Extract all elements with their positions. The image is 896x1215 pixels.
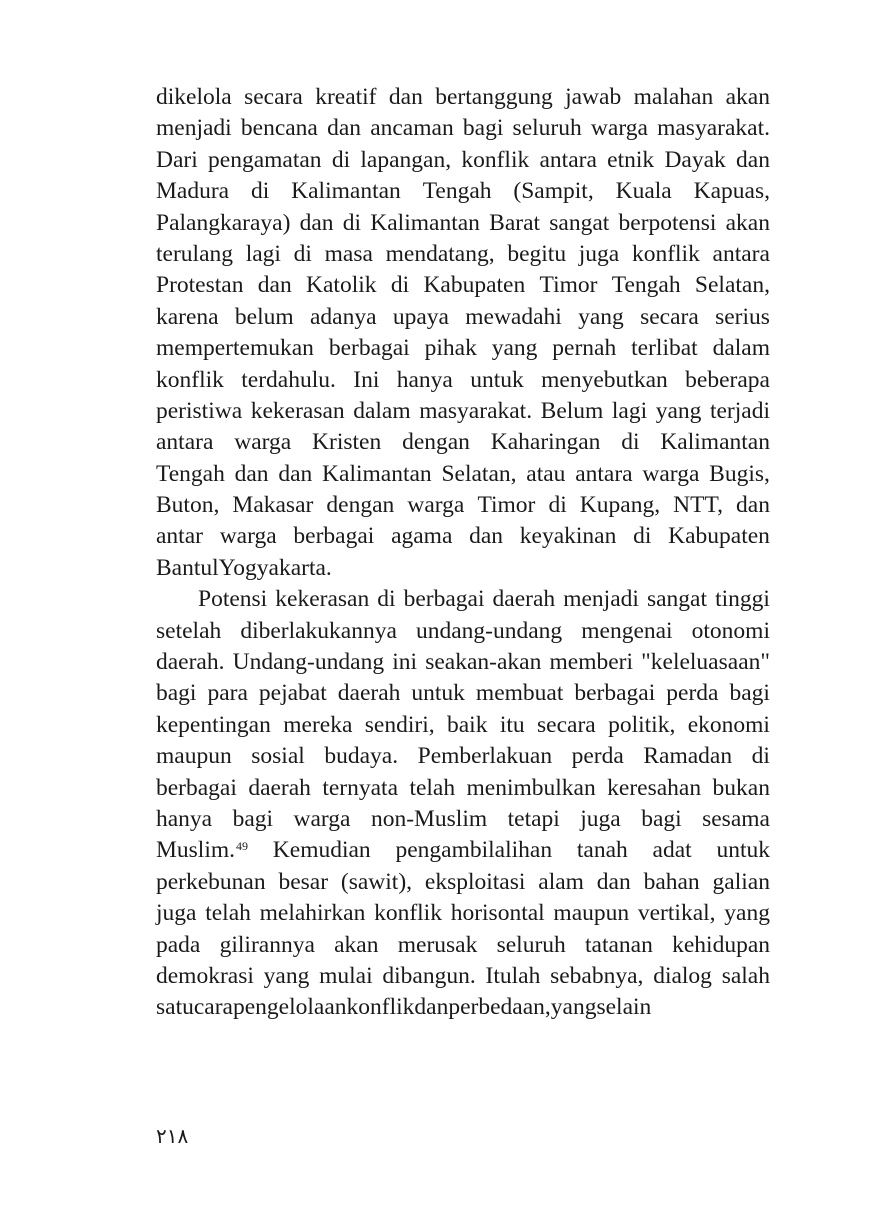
word: dan — [327, 115, 361, 142]
word: dan — [736, 146, 770, 173]
word: perkebunan — [156, 868, 266, 895]
word: sesama — [702, 805, 770, 832]
word: konflik — [156, 366, 224, 393]
word: perda — [666, 680, 719, 707]
word: lagi — [611, 397, 648, 424]
word: di — [331, 146, 351, 173]
word: Madura — [156, 178, 230, 205]
word: konflik — [346, 994, 415, 1021]
word: Kapuas, — [693, 178, 770, 205]
word: merusak — [397, 931, 478, 958]
word: untuk — [470, 366, 524, 393]
text-line — [156, 208, 770, 239]
word: serius — [715, 303, 770, 330]
footnote-reference[interactable]: 49 — [236, 839, 249, 854]
word: bukan — [712, 774, 770, 801]
word: etnik — [607, 146, 655, 173]
word: yang — [491, 335, 538, 362]
word: peristiwa — [156, 397, 243, 424]
word: terulang — [156, 240, 233, 267]
word: budaya. — [324, 743, 399, 770]
word: adat — [652, 837, 692, 864]
word: yang — [263, 962, 310, 989]
word: mulai — [319, 962, 373, 989]
word: warga — [234, 429, 292, 456]
word: bagi — [641, 805, 682, 832]
word: akan — [334, 931, 379, 958]
word: Barat — [489, 209, 541, 236]
word: Yogyakarta. — [218, 554, 332, 581]
text-line — [156, 678, 770, 709]
text-line — [156, 521, 770, 552]
word: perbedaan, — [448, 994, 551, 1021]
word: malahan — [633, 84, 714, 110]
word: tetapi — [507, 805, 560, 832]
word: keyakinan — [519, 523, 617, 550]
word: yang — [724, 900, 770, 927]
word: lapangan, — [360, 146, 452, 173]
text-line — [156, 82, 770, 113]
word: mempertemukan — [156, 335, 314, 362]
text-line — [156, 898, 770, 929]
word: karena — [156, 303, 219, 330]
word: bertanggung — [435, 84, 553, 110]
word: selain — [596, 994, 652, 1021]
word: galian — [712, 868, 770, 895]
word: dalam — [712, 335, 770, 362]
word: telah — [409, 774, 456, 801]
word: juga — [580, 805, 621, 832]
word: Selatan, — [694, 272, 770, 299]
word: begitu — [507, 240, 567, 267]
word: secara — [244, 84, 303, 110]
text-line — [156, 333, 770, 364]
word: berbagai — [328, 335, 410, 362]
word: Tengah — [156, 460, 225, 487]
word: berbagai — [403, 586, 485, 613]
word: NTT, — [673, 492, 723, 519]
word: pengambilalihan — [395, 837, 553, 864]
word: Tengah — [422, 178, 492, 205]
word: sendiri, — [364, 711, 435, 738]
word: bagi — [462, 115, 504, 142]
word: Kalimantan — [322, 460, 432, 487]
word: akan — [725, 84, 770, 110]
word: konflik — [631, 240, 700, 267]
text-line — [156, 365, 770, 396]
word: politik, — [608, 711, 676, 738]
word: dan — [596, 868, 631, 895]
word: berbagai — [156, 774, 237, 801]
word: dengan — [326, 492, 395, 519]
word: di — [293, 240, 312, 267]
text-line — [156, 302, 770, 333]
word: terlibat — [631, 335, 698, 362]
word: beberapa — [685, 366, 770, 393]
word: menyebutkan — [541, 366, 668, 393]
word: dan — [234, 460, 269, 487]
word: yang — [578, 303, 624, 330]
word: Belum — [540, 397, 604, 424]
word: Kupang, — [579, 492, 661, 519]
word: konflik — [461, 146, 530, 173]
word: akan — [725, 209, 770, 236]
word: tanah — [576, 837, 628, 864]
word: Kabupaten — [423, 272, 526, 299]
word: kreatif — [315, 84, 377, 110]
word: kekerasan — [275, 586, 370, 613]
word: kekerasan — [250, 397, 345, 424]
word: bencana — [240, 115, 318, 142]
word: dan — [278, 460, 313, 487]
word: menjadi — [563, 586, 639, 613]
word: warga — [293, 805, 351, 832]
word: upaya — [392, 303, 449, 330]
word: dan — [414, 994, 449, 1021]
word: Bugis, — [709, 460, 770, 487]
word: otonomi — [691, 617, 770, 644]
word: untuk — [411, 680, 465, 707]
word: Ramadan — [643, 743, 733, 770]
paragraph-2 — [156, 584, 770, 1023]
word: sangat — [646, 586, 708, 613]
word: ancaman — [370, 115, 454, 142]
word: warga — [219, 523, 277, 550]
word: masa — [324, 240, 373, 267]
word: salah — [721, 962, 770, 989]
word: daerah. — [156, 649, 225, 676]
text-line — [156, 239, 770, 270]
text-line — [156, 553, 770, 584]
word: masyarakat. — [419, 397, 533, 424]
word: Katolik — [306, 272, 377, 299]
word: diberlakukannya — [240, 617, 397, 644]
word: hanya — [396, 366, 453, 393]
word: telah — [205, 900, 251, 927]
word: warga — [642, 460, 700, 487]
word: antara — [575, 460, 633, 487]
text-line — [156, 113, 770, 144]
word: dan — [299, 209, 334, 236]
word: antara — [156, 429, 214, 456]
text-line — [156, 427, 770, 458]
word: Potensi — [198, 586, 268, 613]
word: yang — [655, 397, 702, 424]
word: Kaharingan — [490, 429, 601, 456]
word: warga — [407, 492, 465, 519]
word: Kemudian — [272, 837, 371, 864]
word: Dari — [156, 146, 198, 173]
word: Palangkaraya) — [156, 209, 291, 236]
page-number: ٢١٨ — [156, 1126, 189, 1148]
word: seluruh — [496, 931, 566, 958]
word: maupun — [156, 743, 232, 770]
text-line — [156, 992, 770, 1023]
word: non-Muslim — [370, 805, 488, 832]
word: cara — [193, 994, 233, 1021]
text-line — [156, 270, 770, 301]
word: horisontal — [450, 900, 545, 927]
word: kepentingan — [156, 711, 271, 738]
text-line — [156, 647, 770, 678]
text-line — [156, 773, 770, 804]
word: berbagai — [293, 523, 375, 550]
word: bahan — [643, 868, 700, 895]
word: satu — [156, 994, 194, 1021]
word: pejabat — [258, 680, 327, 707]
word: Bantul — [156, 554, 219, 581]
word: di — [751, 743, 770, 770]
word: Kuala — [615, 178, 672, 205]
word: di — [342, 209, 362, 236]
word: eksploitasi — [424, 868, 526, 895]
word: undang-undang — [415, 617, 563, 644]
body-text — [156, 82, 770, 1024]
word: agama — [391, 523, 453, 550]
word: sosial — [251, 743, 305, 770]
word: bagi — [729, 680, 770, 707]
word: setelah — [156, 617, 222, 644]
word: Timor — [477, 492, 536, 519]
word: secara — [640, 303, 699, 330]
paragraph-1 — [156, 82, 770, 584]
text-line — [156, 459, 770, 490]
word: pernah — [552, 335, 617, 362]
word: kehidupan — [672, 931, 770, 958]
word: sangat — [549, 209, 610, 236]
word: pengelolaan — [232, 994, 347, 1021]
text-line — [156, 710, 770, 741]
word: melahirkan — [259, 900, 366, 927]
word: gilirannya — [219, 931, 315, 958]
word: Makasar — [232, 492, 314, 519]
word: antara — [539, 146, 597, 173]
word: Pemberlakuan — [417, 743, 553, 770]
word: terjadi — [709, 397, 770, 424]
word: para — [207, 680, 248, 707]
word: belum — [234, 303, 294, 330]
word: baik — [446, 711, 488, 738]
word: di — [390, 272, 410, 299]
word: membuat — [475, 680, 564, 707]
word: Ini — [353, 366, 380, 393]
word: seluruh — [512, 115, 582, 142]
word: Kalimantan — [660, 429, 770, 456]
word: mewadahi — [465, 303, 562, 330]
word: keresahan — [607, 774, 702, 801]
word: Itulah — [485, 962, 541, 989]
word: besar — [278, 868, 329, 895]
word: ekonomi — [687, 711, 770, 738]
word: mereka — [283, 711, 353, 738]
word: adanya — [309, 303, 377, 330]
word: daerah — [337, 680, 401, 707]
word: itu — [499, 711, 525, 738]
word: Kristen — [312, 429, 382, 456]
word: terdahulu. — [241, 366, 336, 393]
word: alam — [538, 868, 584, 895]
word: jawab — [565, 84, 622, 110]
word: dan — [257, 272, 292, 299]
word: vertikal, — [637, 900, 716, 927]
word: Kalimantan — [291, 178, 401, 205]
word: di — [621, 429, 640, 456]
word: memberi — [549, 649, 634, 676]
word: menimbulkan — [466, 774, 596, 801]
word: antar — [156, 523, 203, 550]
word: juga — [156, 900, 197, 927]
word: secara — [537, 711, 596, 738]
word: Kabupaten — [668, 523, 770, 550]
word: konflik — [374, 900, 442, 927]
text-line — [156, 396, 770, 427]
word: Kalimantan — [370, 209, 480, 236]
word: seakan-akan — [425, 649, 542, 676]
word: lagi — [245, 240, 281, 267]
word: pada — [156, 931, 201, 958]
word: daerah — [248, 774, 311, 801]
word: perda — [571, 743, 624, 770]
text-line — [156, 835, 770, 866]
word: yang — [550, 994, 597, 1021]
word: dalam — [353, 397, 411, 424]
word: Timor — [539, 272, 598, 299]
word: Selatan, — [441, 460, 517, 487]
text-line — [156, 176, 770, 207]
word: Undang-undang — [232, 649, 385, 676]
word: hanya — [156, 805, 213, 832]
text-line — [156, 145, 770, 176]
text-line — [156, 804, 770, 835]
word: di — [633, 523, 652, 550]
text-line — [156, 490, 770, 521]
word: mendatang, — [385, 240, 495, 267]
word: demokrasi — [156, 962, 254, 989]
word: tatanan — [585, 931, 653, 958]
word: dan — [388, 84, 423, 110]
word: maupun — [553, 900, 630, 927]
word: dan — [469, 523, 504, 550]
word: menjadi — [156, 115, 232, 142]
word: antara — [712, 240, 770, 267]
word: bagi — [156, 680, 197, 707]
word: berbagai — [574, 680, 656, 707]
word: berpotensi — [618, 209, 717, 236]
text-line — [156, 930, 770, 961]
word: (sawit), — [340, 868, 413, 895]
word: masyarakat. — [657, 115, 770, 142]
word: tinggi — [715, 586, 770, 613]
word: Protestan — [156, 272, 244, 299]
word: (Sampit, — [513, 178, 594, 205]
word: pengamatan — [208, 146, 322, 173]
word: Tengah — [611, 272, 681, 299]
word: warga — [590, 115, 648, 142]
word: ternyata — [322, 774, 399, 801]
text-line — [156, 867, 770, 898]
word: "keleluasaan" — [641, 649, 770, 676]
word: Muslim.$^{49}$ — [156, 837, 249, 864]
word: dialog — [653, 962, 712, 989]
text-line — [156, 961, 770, 992]
word: mengenai — [581, 617, 673, 644]
word: juga — [578, 240, 620, 267]
word: di — [377, 586, 396, 613]
word: dikelola — [156, 84, 232, 110]
word: daerah — [492, 586, 556, 613]
word: di — [250, 178, 270, 205]
word: pihak — [424, 335, 477, 362]
text-line — [156, 741, 770, 772]
word: sebabnya, — [550, 962, 644, 989]
word: di — [548, 492, 567, 519]
word: ini — [392, 649, 418, 676]
text-line — [156, 584, 770, 615]
word: Buton, — [156, 492, 220, 519]
word: Dayak — [664, 146, 726, 173]
word: atau — [526, 460, 566, 487]
word: dan — [736, 492, 770, 519]
text-line — [156, 616, 770, 647]
word: untuk — [716, 837, 770, 864]
word: dengan — [402, 429, 470, 456]
word: bagi — [232, 805, 274, 832]
word: dibangun. — [382, 962, 476, 989]
